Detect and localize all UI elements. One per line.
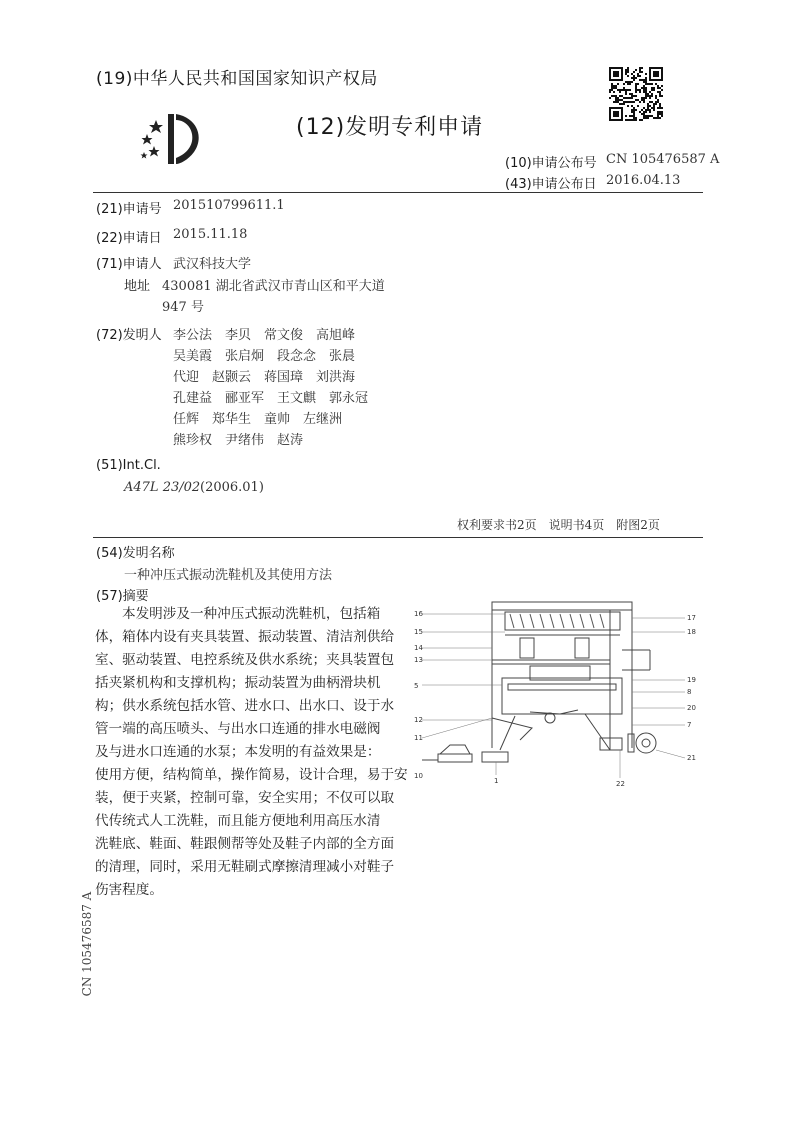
figure-label: 20	[687, 704, 696, 712]
abstract-line: 的清理，同时，采用无鞋刷式摩擦清理减小对鞋子	[95, 859, 395, 875]
document-type: (12)发明专利申请	[296, 115, 484, 140]
abstract-line: 本发明涉及一种冲压式振动洗鞋机，包括箱	[122, 606, 381, 622]
pub-date-value: 2016.04.13	[606, 173, 681, 188]
abstract-line: 代传统式人工洗鞋，而且能方便地利用高压水清	[95, 813, 381, 829]
pub-number-label: (10)申请公布号	[505, 156, 597, 171]
figure-label: 16	[414, 610, 423, 618]
abstract-line: 体，箱体内设有夹具装置、振动装置、清洁剂供给	[95, 629, 395, 645]
abstract-line: 使用方便，结构简单，操作简易，设计合理，易于安	[95, 767, 408, 783]
abstract-line: 及与进水口连通的水泵；本发明的有益效果是：	[95, 744, 381, 760]
qr-code	[609, 67, 663, 121]
patent-drawing	[410, 600, 710, 870]
abstract-line: 室、驱动装置、电控系统及供水系统；夹具装置包	[95, 652, 395, 668]
page-count-info: 权利要求书2页 说明书4页 附图2页	[457, 518, 660, 532]
app-date-value: 2015.11.18	[173, 227, 248, 242]
figure-label: 17	[687, 614, 696, 622]
int-cl-label: (51)Int.Cl.	[96, 458, 161, 473]
int-cl-code: A47L 23/02	[124, 480, 201, 495]
inventor-label: (72)发明人	[96, 328, 162, 343]
figure-label: 14	[414, 644, 423, 652]
abstract-line: 管一端的高压喷头、与出水口连通的排水电磁阀	[95, 721, 381, 737]
inventor-line: 任辉 郑华生 童帅 左继洲	[173, 412, 343, 427]
figure-label: 18	[687, 628, 696, 636]
inventor-line: 李公法 李贝 常文俊 高旭峰	[173, 328, 356, 343]
app-number-value: 201510799611.1	[173, 198, 285, 213]
figure-label: 19	[687, 676, 696, 684]
abstract-line: 伤害程度。	[95, 882, 163, 898]
pub-number-value: CN 105476587 A	[606, 152, 720, 167]
abstract-line: 洗鞋底、鞋面、鞋跟侧帮等处及鞋子内部的全方面	[95, 836, 395, 852]
app-number-label: (21)申请号	[96, 202, 162, 217]
side-pub-number: CN 105476587 A	[80, 891, 94, 997]
figure-label: 21	[687, 754, 696, 762]
figure-label: 12	[414, 716, 423, 724]
invention-title: 一种冲压式振动洗鞋机及其使用方法	[124, 568, 333, 583]
figure-label: 22	[616, 780, 625, 788]
office-name: (19)中华人民共和国国家知识产权局	[96, 69, 378, 89]
figure-label: 10	[414, 772, 423, 780]
figure-label: 5	[414, 682, 419, 690]
applicant-label: (71)申请人	[96, 257, 162, 272]
abstract-label: (57)摘要	[96, 589, 149, 604]
inventor-line: 孔建益 郦亚军 王文麒 郭永冠	[173, 391, 369, 406]
int-cl-date: (2006.01)	[200, 480, 264, 495]
address-line-2: 947 号	[162, 300, 204, 315]
divider-bottom	[93, 537, 703, 538]
address-label: 地址	[124, 279, 151, 294]
applicant-value: 武汉科技大学	[173, 257, 252, 272]
figure-label: 13	[414, 656, 423, 664]
inventor-line: 代迎 赵颢云 蒋国璋 刘洪海	[173, 370, 356, 385]
abstract-line: 装，便于夹紧，控制可靠，安全实用；不仅可以取	[95, 790, 395, 806]
figure-label: 1	[494, 777, 499, 785]
figure-label: 8	[687, 688, 692, 696]
inventor-line: 熊珍权 尹绪伟 赵涛	[173, 433, 304, 448]
figure-label: 7	[687, 721, 692, 729]
pub-date-label: (43)申请公布日	[505, 177, 597, 192]
app-date-label: (22)申请日	[96, 231, 162, 246]
abstract-line: 构；供水系统包括水管、进水口、出水口、设于水	[95, 698, 395, 714]
address-line-1: 430081 湖北省武汉市青山区和平大道	[162, 279, 385, 294]
abstract-line: 括夹紧机构和支撑机构；振动装置为曲柄滑块机	[95, 675, 381, 691]
title-label: (54)发明名称	[96, 546, 175, 561]
cnipa-emblem	[134, 108, 206, 168]
inventor-line: 吴美霞 张启炯 段念念 张晨	[173, 349, 356, 364]
figure-label: 11	[414, 734, 423, 742]
figure-label: 15	[414, 628, 423, 636]
divider-top	[93, 192, 703, 193]
